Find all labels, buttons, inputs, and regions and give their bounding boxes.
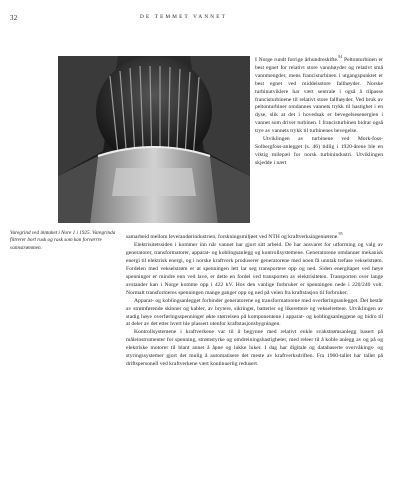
body-text bbox=[126, 234, 383, 369]
page-number: 32 bbox=[10, 14, 18, 22]
body-paragraph-3: Apparat- og koblingsanlegget forbinder generatorene og transformatorene med overføringsanlegget. Det består av strømførende skinner og kabler, av brytere, sikringer, batterier og likerettere og vekselrettere. Utviklingen av stadig høye overføringsspenninger økte størrelsen på komponentene i apparat- og koblingsanleggene og bidro til at deler av det etter hvert ble plassert utenfor kraftstasjonsbygningen. bbox=[126, 297, 383, 328]
body-paragraph-1: samarbeid mellom leverandørindustrien, forskningsmiljøet ved NTH og kraftverksingeniørene.$^{95}$ bbox=[126, 232, 343, 240]
body-paragraph-4: Kontrollsystemene i kraftverkene var til å begynne med relativt enkle svakstrømsanlegg basert på måleinstrumenter for spenning, strømstyrke og omdreiningshastigheter, med releer til å koble anlegg av og på og elektriske motorer til blant annet å åpne og lukke luker. I dag har digitale og databaserte overvåkings- og styringssystemer gjort det mulig å automatisere det meste av kraftverksdriften. Fra 1960-tallet har tallet på driftspersonell ved kraftverkene vært kontinuerlig redusert. bbox=[126, 329, 383, 368]
body-paragraph-2: Elektrisitetssiden i kommer inn når vannet har gjort sitt arbeid. De har ansvaret for utforming og valg av generatorer, transformatorer, apparat- og koblingsanlegg og kontrollsystemene. Generatorene omdanner mekanisk energi til elektrisk energi, og i norske kraftverk produserer generatorene med noen få unntak trefase vekselstrøm. Fordelen med vekselstrøm er at spenningen lett lar seg transportere opp og ned. Siden energitapet ved høye spenninger er mindre enn ved lave, er dette en fordel ved transporten av elektrisiteten. Transporten over lange avstander kan i Norge komme opp i 422 kV. Hos den vanlige forbruker er spenningen nede i 220/240 volt. Normalt transformeres spenningen mange ganger opp og ned på veien fra kraftstasjon til forbruker. bbox=[126, 241, 383, 296]
column-paragraph-1: I Norge rundt forrige århundreskifte.$^{94}$ Peltonturbinen er best egnet for relativt store vannhøyder og relativt små vannmengder, mens francisturbinen i utgangspunktet er best egnet ved middelsstore fallhøyder. Norske turbinutviklere har vært sentrale i også å tilpasse francisturbinene til relativt store fallhøyder. Ved bruk av peltonturbiner omdannes vannets trykk til hastighet i en dyse, slik at det i hovedsak er bevegelsesenergien i vannet som driver turbinen. I francisturbinen bidrar også trye av vannets trykk til turbinenes bevegelse. bbox=[255, 55, 383, 135]
intake-grate-photo bbox=[58, 56, 250, 223]
running-head: DE TEMMET VANNET bbox=[140, 14, 227, 20]
footnote-ref: 95 bbox=[338, 232, 343, 237]
right-column-text bbox=[255, 57, 383, 168]
footnote-ref: 94 bbox=[338, 55, 343, 60]
column-paragraph-2: Utviklingen av turbinene ved Mork-foss-Solbergfoss-anlegget (s. 46) tidlig i 1920-årene ble en viktig milepæl for norsk turbinindustri. Utviklingen skjedde i nært bbox=[255, 136, 383, 166]
figure-caption: Varegrind ved inntaket i Nore 1 i 1925. Varegrinda filtrerer bort rusk og rask som kan forvørrre vannstrømmen. bbox=[10, 230, 116, 251]
